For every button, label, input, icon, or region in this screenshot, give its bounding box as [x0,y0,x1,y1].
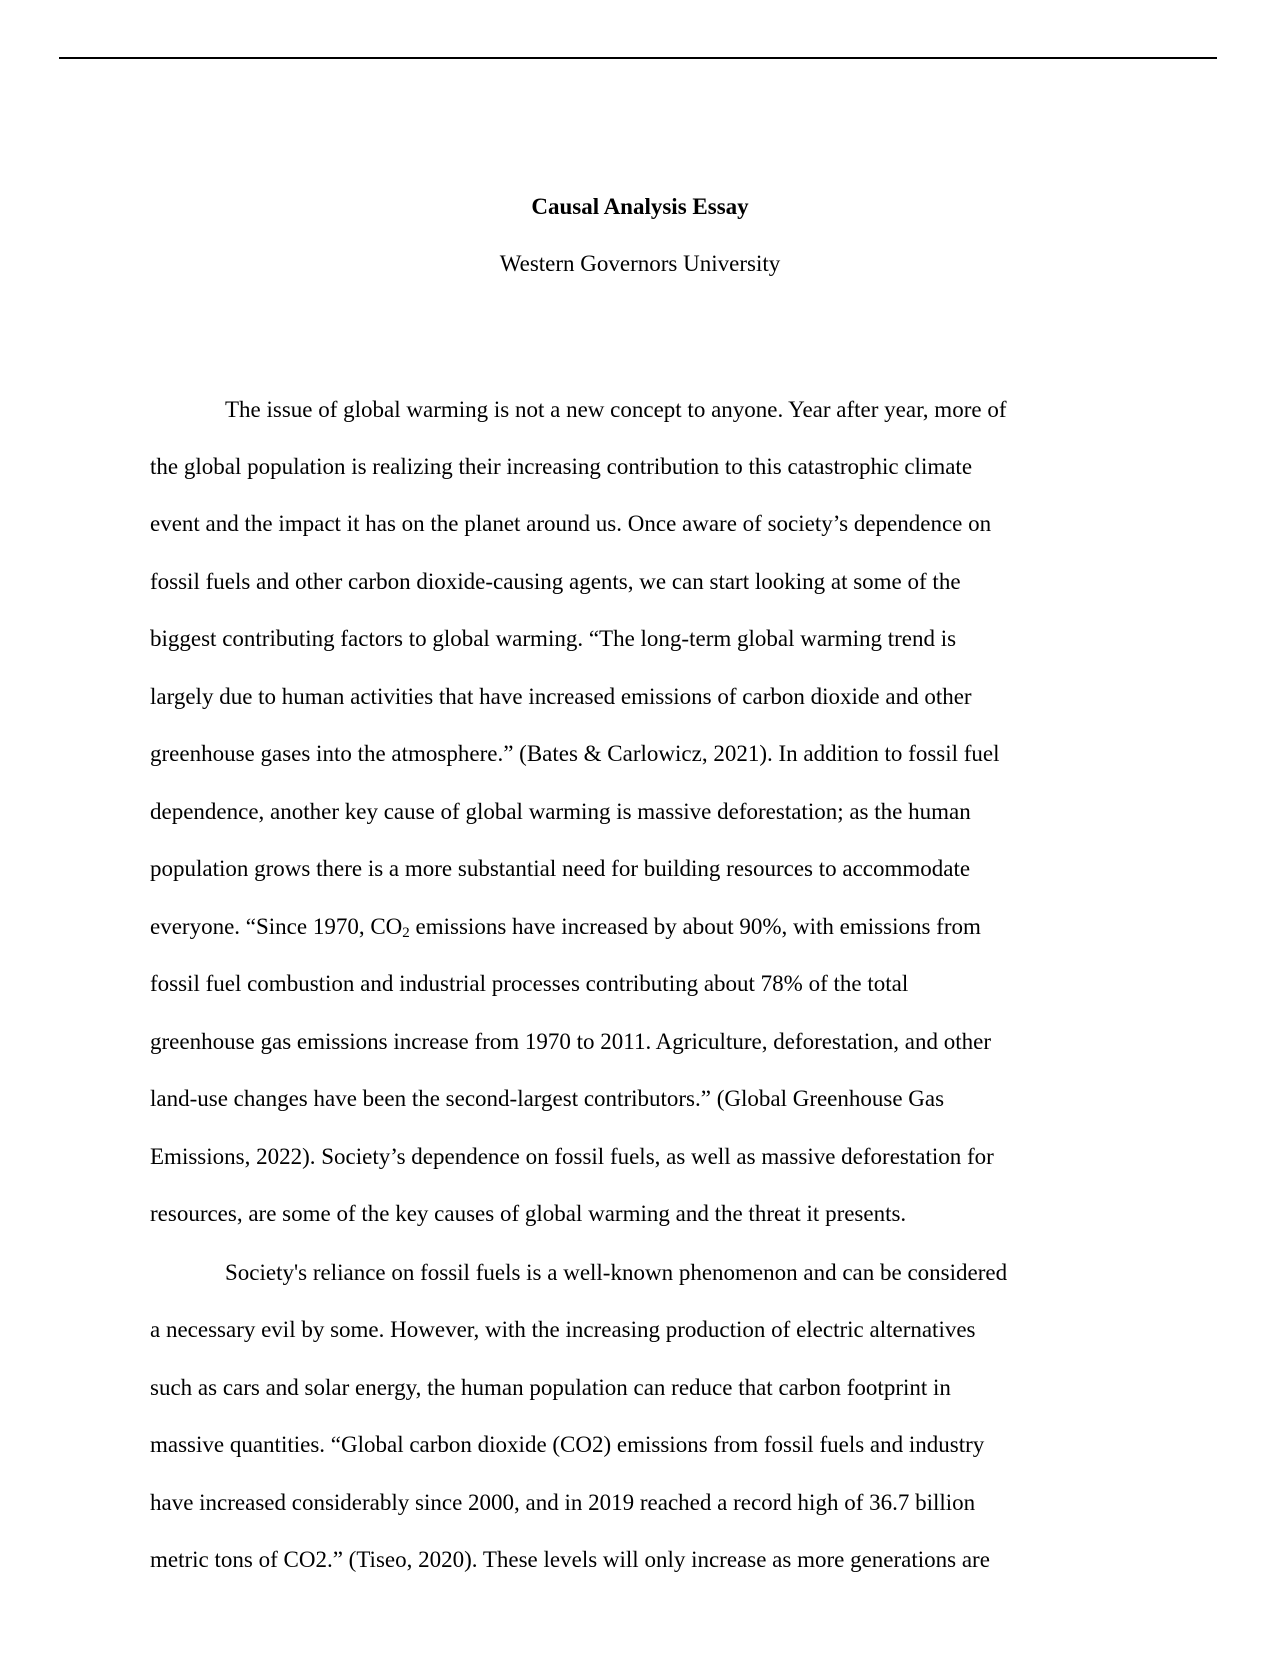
paragraph-1-line: population grows there is a more substantial need for building resources to accommodate [150,856,971,881]
paragraph-1-line: resources, are some of the key causes of global warming and the threat it presents. [150,1201,907,1226]
paragraph-2-line: have increased considerably since 2000, and in 2019 reached a record high of 36.7 billion [150,1490,976,1515]
paragraph-2-line: Society's reliance on fossil fuels is a well-known phenomenon and can be considered [225,1260,1008,1285]
paragraph-1-line: Emissions, 2022). Society’s dependence on fossil fuels, as well as massive deforestation for [150,1144,994,1169]
paragraph-1-line: biggest contributing factors to global warming. “The long-term global warming trend is [150,626,957,651]
paragraph-2-line: such as cars and solar energy, the human population can reduce that carbon footprint in [150,1375,951,1400]
paragraph-1-line: fossil fuels and other carbon dioxide-causing agents, we can start looking at some of the [150,569,961,594]
paragraph-1-line: dependence, another key cause of global warming is massive deforestation; as the human [150,799,971,824]
paragraph-1-line-co2 [150,912,1150,948]
paragraph-1-line: largely due to human activities that have increased emissions of carbon dioxide and other [150,684,972,709]
essay-title: Causal Analysis Essay [531,194,749,219]
paragraph-1-line: The issue of global warming is not a new concept to anyone. Year after year, more of [225,397,1007,422]
header-rule [59,57,1217,59]
paragraph-1-line: fossil fuel combustion and industrial processes contributing about 78% of the total [150,971,909,996]
paragraph-2-line: massive quantities. “Global carbon dioxide (CO2) emissions from fossil fuels and industry [150,1432,985,1457]
paragraph-1-line: event and the impact it has on the planet around us. Once aware of society’s dependence on [150,511,992,536]
line-text-pre: everyone. “Since 1970, CO [150,914,403,939]
paragraph-2-line: metric tons of CO2.” (Tiseo, 2020). These levels will only increase as more generations are [150,1547,990,1572]
subscript-2: 2 [402,925,410,941]
paragraph-1-line: land-use changes have been the second-largest contributors.” (Global Greenhouse Gas [150,1086,945,1111]
paragraph-1-line: greenhouse gas emissions increase from 1970 to 2011. Agriculture, deforestation, and other [150,1029,991,1054]
paragraph-1-line: greenhouse gases into the atmosphere.” (Bates & Carlowicz, 2021). In addition to fossil fuel [150,741,1000,766]
paragraph-1-line: the global population is realizing their increasing contribution to this catastrophic climate [150,454,973,479]
line-text-post: emissions have increased by about 90%, with emissions from [409,914,981,939]
institution-name: Western Governors University [499,251,781,276]
paragraph-2-line: a necessary evil by some. However, with the increasing production of electric alternatives [150,1317,976,1342]
